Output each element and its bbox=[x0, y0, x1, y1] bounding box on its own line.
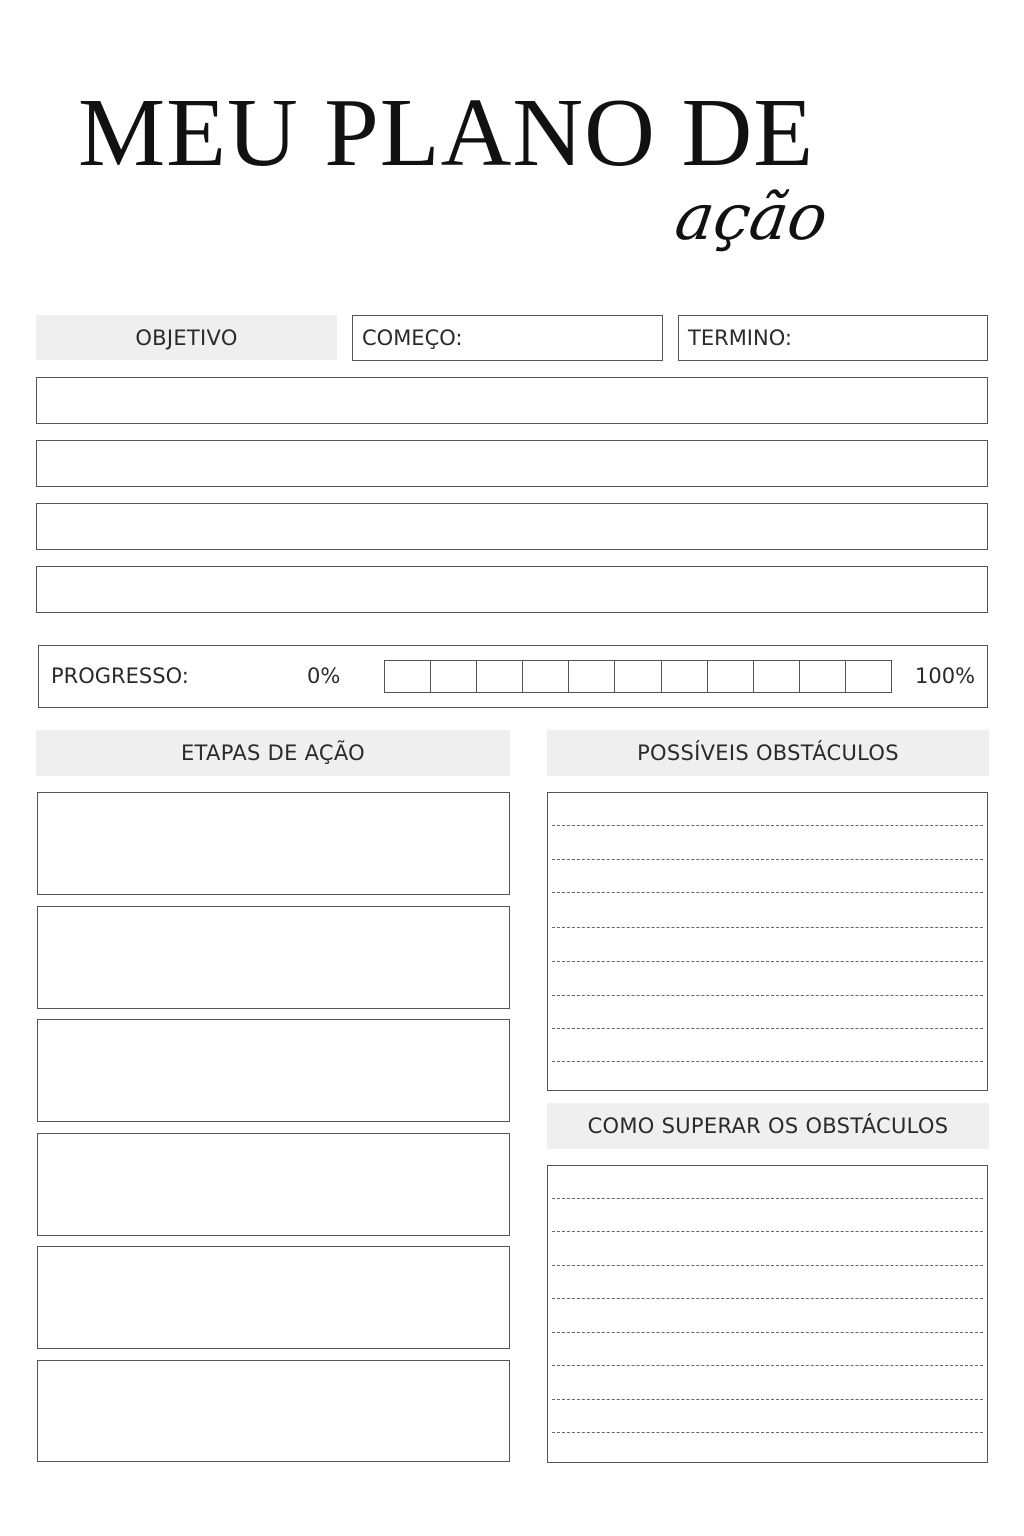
ruled-line bbox=[552, 1365, 983, 1366]
objective-line[interactable] bbox=[36, 503, 988, 550]
ruled-line bbox=[552, 1265, 983, 1266]
progress-tracker bbox=[38, 645, 988, 708]
progress-cell[interactable] bbox=[477, 661, 523, 692]
ruled-line bbox=[552, 961, 983, 962]
progress-min-label: 0% bbox=[307, 664, 341, 688]
ruled-line bbox=[552, 995, 983, 996]
ruled-line bbox=[552, 1332, 983, 1333]
progress-cell[interactable] bbox=[800, 661, 846, 692]
ruled-line bbox=[552, 859, 983, 860]
ruled-line bbox=[552, 1298, 983, 1299]
progress-label: PROGRESSO: bbox=[51, 664, 189, 688]
objective-label-text: OBJETIVO bbox=[135, 325, 238, 350]
overcome-notes-box[interactable] bbox=[547, 1165, 988, 1463]
ruled-line bbox=[552, 825, 983, 826]
progress-cell[interactable] bbox=[385, 661, 431, 692]
ruled-line bbox=[552, 1028, 983, 1029]
start-date-label: COMEÇO: bbox=[362, 326, 463, 350]
action-step-box[interactable] bbox=[37, 1246, 510, 1349]
action-step-box[interactable] bbox=[37, 1360, 510, 1462]
ruled-line bbox=[552, 1198, 983, 1199]
start-date-field[interactable] bbox=[352, 315, 663, 361]
progress-bar[interactable] bbox=[384, 660, 892, 693]
progress-cell[interactable] bbox=[615, 661, 661, 692]
overcome-label bbox=[547, 1103, 989, 1149]
progress-cell[interactable] bbox=[662, 661, 708, 692]
objective-label bbox=[36, 315, 337, 360]
ruled-line bbox=[552, 1061, 983, 1062]
action-step-box[interactable] bbox=[37, 1133, 510, 1236]
page-title: MEU PLANO DE bbox=[78, 79, 815, 187]
progress-max-label: 100% bbox=[915, 664, 976, 688]
objective-line[interactable] bbox=[36, 566, 988, 613]
page-subtitle-script: ação bbox=[670, 181, 832, 255]
action-step-box[interactable] bbox=[37, 792, 510, 895]
progress-cell[interactable] bbox=[846, 661, 891, 692]
action-steps-label-text: ETAPAS DE AÇÃO bbox=[180, 741, 366, 765]
obstacles-notes-box[interactable] bbox=[547, 792, 988, 1091]
ruled-line bbox=[552, 1432, 983, 1433]
overcome-label-text: COMO SUPERAR OS OBSTÁCULOS bbox=[587, 1114, 949, 1138]
obstacles-label bbox=[547, 730, 989, 776]
end-date-field[interactable] bbox=[678, 315, 988, 361]
obstacles-label-text: POSSÍVEIS OBSTÁCULOS bbox=[637, 741, 899, 765]
progress-cell[interactable] bbox=[431, 661, 477, 692]
progress-cell[interactable] bbox=[569, 661, 615, 692]
ruled-line bbox=[552, 927, 983, 928]
objective-line[interactable] bbox=[36, 377, 988, 424]
progress-cell[interactable] bbox=[523, 661, 569, 692]
action-step-box[interactable] bbox=[37, 906, 510, 1009]
objective-line[interactable] bbox=[36, 440, 988, 487]
progress-cell[interactable] bbox=[708, 661, 754, 692]
ruled-line bbox=[552, 1231, 983, 1232]
ruled-line bbox=[552, 1399, 983, 1400]
action-steps-label bbox=[36, 730, 510, 776]
end-date-label: TERMINO: bbox=[688, 326, 792, 350]
action-step-box[interactable] bbox=[37, 1019, 510, 1122]
progress-cell[interactable] bbox=[754, 661, 800, 692]
ruled-line bbox=[552, 892, 983, 893]
